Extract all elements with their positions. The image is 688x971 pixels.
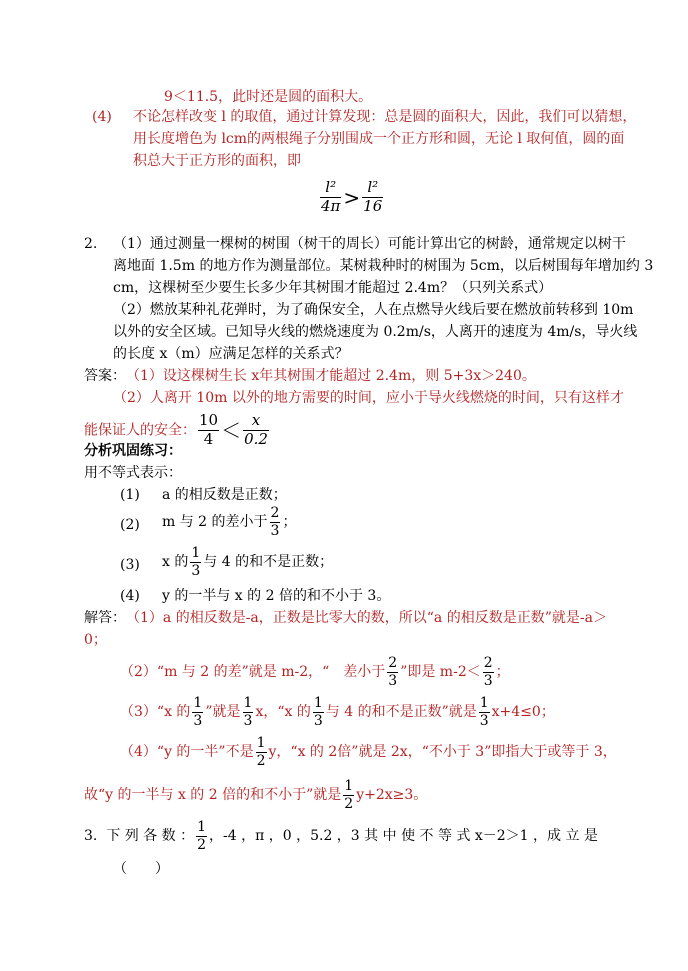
item4-formula: $\frac{\text{l²}}{4\pi}$ > $\frac{\text{l²}}{16}$ (321, 178, 383, 215)
problem2-p1-line3: cm，这棵树至少要生长多少年其树围才能超过 2.4m？（只列关系式） (113, 280, 553, 296)
item4-number: (4) (92, 109, 112, 125)
fraction: $\frac{1}{3}$ (191, 545, 201, 579)
fraction: $\frac{2}{3}$ (388, 655, 398, 689)
fraction: $\frac{1}{3}$ (243, 695, 253, 729)
solution-2: （2）“m 与 2 的差”就是 m-2，“ 差小于 $\frac{2}{3}$ ”即是 m-2＜ $\frac{2}{3}$ ； (120, 655, 510, 689)
fraction: $\frac{x}{0.2}$ (244, 411, 268, 448)
fraction: $\frac{1}{2}$ (256, 735, 266, 769)
fraction: $\frac{1}{3}$ (193, 695, 203, 729)
item4-line3: 积总大于正方形的面积，即 (133, 153, 301, 169)
item4-line1: 不论怎样改变 l 的取值，通过计算发现：总是圆的面积大，因此，我们可以猜想， (133, 109, 637, 125)
solution-4-line1: （4）“y 的一半”不是 $\frac{1}{2}$ y，“x 的 2倍”就是 2x，“不小于 3”即指大于或等于 3， (120, 735, 617, 769)
problem2-p2-line2: 以外的安全区域。已知导火线的燃烧速度为 0.2m/s，人离开的速度为 4m/s，导火线 (113, 324, 638, 340)
solution-1-line2: 0； (84, 632, 107, 648)
problem2-p1-line1: （1）通过测量一棵树的树围（树干的周长）可能计算出它的树龄，通常规定以树干 (113, 236, 626, 252)
problem3-line1: 3. 下 列 各 数 ： $\frac{1}{2}$ ，-4 ，π ，0 ，5.2 ，3 其 中 使 不 等 式 x－2＞1 ，成 立 是 (84, 819, 598, 853)
practice-item-4-text: y 的一半与 x 的 2 倍的和不小于 3。 (162, 588, 391, 604)
answer-label: 答案： (84, 368, 126, 384)
answer2-line1: （2）人离开 10m 以外的地方需要的时间，应小于导火线燃烧的时间，只有这样才 (113, 390, 624, 406)
problem2-number: 2. (84, 236, 98, 252)
problem2-p1-line2: 离地面 1.5m 的地方作为测量部位。某树栽种时的树围为 5cm，以后树围每年增加约 3 (113, 258, 654, 274)
practice-item-3-text: x 的 $\frac{1}{3}$ 与 4 的和不是正数； (162, 545, 334, 579)
practice-item-4-num: (4) (120, 588, 140, 604)
solution-4-line2: 故“y 的一半与 x 的 2 倍的和不小于”就是 $\frac{1}{2}$ y+2x≥3。 (84, 778, 428, 812)
fraction: $\frac{\text{l²}}{16}$ (363, 178, 383, 215)
problem3-answer-parens: （ ） (113, 861, 169, 877)
practice-item-2-text: m 与 2 的差小于 $\frac{2}{3}$ ； (162, 505, 297, 539)
practice-item-1-text: a 的相反数是正数； (162, 487, 287, 503)
fraction: $\frac{2}{3}$ (483, 655, 493, 689)
fraction: $\frac{\text{l²}}{4\pi}$ (321, 178, 341, 215)
problem2-p2-line3: 的长度 x（m）应满足怎样的关系式？ (113, 346, 349, 362)
fraction: $\frac{1}{3}$ (479, 695, 489, 729)
item4-line2: 用长度增色为 lcm的两根绳子分别围成一个正方形和圆，无论 l 取何值，圆的面 (133, 131, 625, 147)
practice-instruction: 用不等式表示： (84, 465, 182, 481)
problem2-p2-line1: （2）燃放某种礼花弹时，为了确保安全，人在点燃导火线后要在燃放前转移到 10m (113, 302, 634, 318)
practice-heading: 分析巩固练习： (84, 443, 182, 459)
practice-item-2-num: (2) (120, 517, 140, 533)
fraction: $\frac{10}{4}$ (199, 411, 219, 448)
practice-item-3-num: (3) (120, 557, 140, 573)
solution-3: （3）“x 的 $\frac{1}{3}$ ”就是 $\frac{1}{3}$ x，“x 的 $\frac{1}{3}$ 与 4 的和不是正数”就是 $\frac{1}{3}$ x+4≤0； (120, 695, 555, 729)
practice-item-1-num: (1) (120, 487, 140, 503)
solution-label: 解答： (84, 610, 126, 626)
answer2-line2: 能保证人的安全： $\frac{10}{4}$ ＜ $\frac{x}{0.2}$ (84, 411, 268, 448)
fraction: $\frac{1}{3}$ (313, 695, 323, 729)
solution-1-line1: （1）a 的相反数是-a，正数是比零大的数，所以“a 的相反数是正数”就是-a＞ (126, 610, 607, 626)
continuation-line: 9＜11.5，此时还是圆的面积大。 (164, 89, 373, 105)
fraction: $\frac{1}{2}$ (197, 819, 206, 853)
fraction: $\frac{2}{3}$ (270, 505, 280, 539)
fraction: $\frac{1}{2}$ (344, 778, 354, 812)
answer1: （1）设这棵树生长 x年其树围才能超过 2.4m，则 5+3x＞240。 (126, 368, 536, 384)
